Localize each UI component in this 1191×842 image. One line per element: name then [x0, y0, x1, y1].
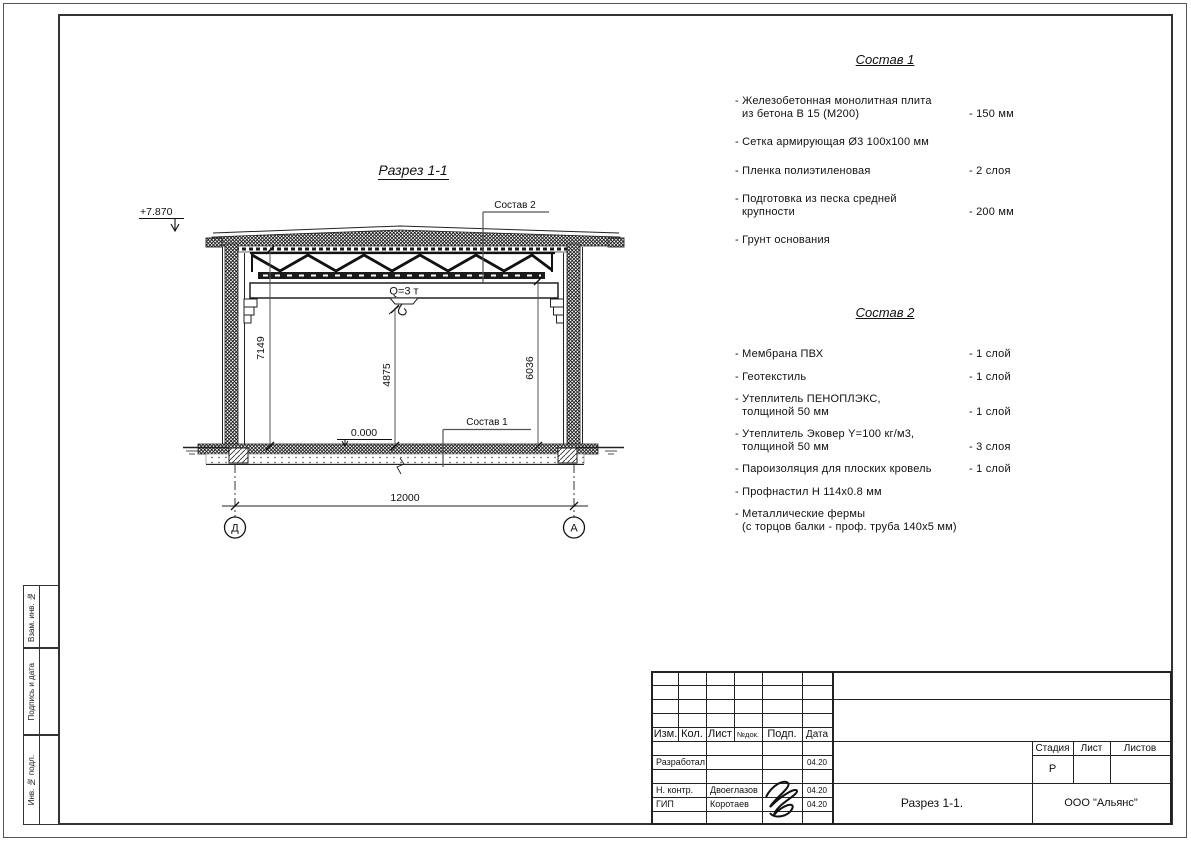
- item-text2: толщиной 50 мм: [742, 405, 830, 418]
- elevation-top-label: +7.870: [140, 206, 173, 218]
- vzam-label: Взам. инв. №: [27, 591, 36, 642]
- item-qty: - 1 слой: [969, 370, 1011, 383]
- wall-left: [225, 244, 238, 448]
- callout-sostav1-label: Состав 1: [466, 417, 508, 428]
- spec2-title: Состав 2: [855, 305, 915, 320]
- svg-text:Д: Д: [231, 522, 239, 535]
- roof-edge-left: [206, 238, 222, 247]
- margin-box-label: [24, 649, 40, 734]
- svg-text:7149: 7149: [255, 336, 267, 360]
- item-qty: - 3 слоя: [969, 440, 1011, 453]
- dim-height-right: [524, 277, 542, 450]
- item-text: - Мембрана ПВХ: [735, 348, 824, 360]
- item-text2: из бетона В 15 (М200): [742, 107, 860, 120]
- stamp-role: ГИП: [656, 799, 674, 809]
- callout-sostav2-label: Состав 2: [494, 200, 536, 211]
- item-qty: - 1 слой: [969, 405, 1011, 418]
- dim-height-center: [381, 305, 399, 450]
- item-qty: - 1 слой: [969, 463, 1011, 475]
- item-qty: - 200 мм: [969, 205, 1014, 218]
- stamp-role: Н. контр.: [656, 785, 694, 795]
- item-text: - Железобетонная монолитная плита: [735, 95, 932, 107]
- spec1-title: Состав 1: [855, 52, 915, 67]
- item-text2: толщиной 50 мм: [742, 440, 830, 453]
- item-qty: - 150 мм: [969, 107, 1014, 120]
- section-drawing: [100, 150, 660, 560]
- list-item: [735, 193, 1035, 218]
- svg-text:12000: 12000: [390, 492, 420, 504]
- svg-text:А: А: [570, 522, 578, 535]
- item-text: - Пленка полиэтиленовая: [735, 164, 871, 177]
- stamp-stage-value: Р: [1048, 763, 1057, 775]
- margin-box-inv: [23, 735, 59, 825]
- stamp-col-data: Дата: [805, 728, 829, 740]
- list-item: [735, 95, 1035, 120]
- list-item: [735, 486, 1035, 499]
- spec-list-sostav2: [735, 305, 1035, 543]
- item-text: - Утеплитель Эковер Y=100 кг/м3,: [735, 428, 915, 440]
- margin-box-label: [24, 736, 40, 824]
- stamp-company: ООО "Альянс": [1064, 797, 1138, 809]
- corbel-right: [551, 299, 564, 323]
- signature-icon: [762, 777, 802, 821]
- list-item: [735, 463, 1035, 476]
- item-text2: (с торцов балки - проф. труба 140х5 мм): [742, 520, 957, 533]
- crane-hook-icon: [398, 304, 406, 315]
- foundation-left: [229, 448, 248, 463]
- item-qty: - 1 слой: [969, 348, 1011, 360]
- item-text: - Пароизоляция для плоских кровель: [735, 463, 932, 475]
- crane-capacity-label: Q=3 т: [389, 285, 419, 298]
- view-title: Разрез 1-1: [378, 162, 448, 178]
- item-text: - Металлические фермы: [735, 508, 866, 520]
- roof-edge-right: [608, 238, 624, 247]
- stamp-role: Разработал: [656, 757, 705, 767]
- item-qty: - 2 слоя: [969, 164, 1011, 177]
- margin-box-label: [24, 586, 40, 647]
- spec-list-sostav1: [735, 52, 1035, 263]
- stamp-col-list: Лист: [708, 728, 732, 740]
- svg-text:4875: 4875: [381, 363, 393, 387]
- elevation-top-arrow-icon: [171, 219, 179, 231]
- stamp-stage-label: Стадия: [1035, 742, 1070, 754]
- margin-box-podpis: [23, 648, 59, 735]
- stamp-col-kol: Кол.: [681, 728, 703, 740]
- item-text: - Геотекстиль: [735, 370, 807, 383]
- truss-diagonals: [252, 255, 552, 271]
- stamp-col-ndok: №док.: [737, 729, 759, 739]
- item-text: - Сетка армирующая Ø3 100х100 мм: [735, 136, 930, 148]
- list-item: [735, 165, 1035, 178]
- stamp-name: Коротаев: [710, 799, 749, 809]
- list-item: [735, 428, 1035, 453]
- stamp-name: Двоеглазов: [710, 785, 758, 795]
- list-item: [735, 136, 1035, 149]
- list-item: [735, 348, 1035, 361]
- list-item: [735, 508, 1035, 533]
- svg-text:6036: 6036: [524, 356, 536, 380]
- stamp-sheets-label: Листов: [1123, 742, 1157, 754]
- margin-box-vzam: [23, 585, 59, 648]
- roof-slab: [212, 230, 620, 246]
- crane-trolley: [390, 298, 418, 304]
- stamp-sheet-label: Лист: [1080, 742, 1103, 754]
- title-block: [651, 671, 1172, 825]
- item-text: - Подготовка из песка средней: [735, 193, 897, 205]
- corbel-left: [244, 299, 257, 323]
- axis-marker-right: [564, 517, 585, 538]
- stamp-date: 04.20: [806, 799, 828, 809]
- stamp-date: 04.20: [806, 785, 828, 795]
- dim-span: [222, 464, 588, 517]
- stamp-col-izm: Изм.: [653, 728, 678, 740]
- stamp-doc-name: Разрез 1-1.: [900, 796, 964, 810]
- item-text: - Профнастил Н 114х0.8 мм: [735, 485, 882, 498]
- item-text: - Утеплитель ПЕНОПЛЭКС,: [735, 393, 881, 405]
- elevation-zero-label: 0.000: [350, 427, 378, 439]
- stamp-col-podp: Подп.: [767, 728, 797, 740]
- stamp-date: 04.20: [806, 757, 828, 767]
- list-item: [735, 393, 1035, 418]
- item-text2: крупности: [742, 205, 795, 218]
- list-item: [735, 371, 1035, 384]
- inv-label: Инв. № подл.: [27, 754, 36, 806]
- podpis-label: Подпись и дата: [27, 662, 36, 721]
- floor-sand-layer: [206, 454, 584, 464]
- foundation-right: [558, 448, 577, 463]
- item-text: - Грунт основания: [735, 234, 830, 246]
- list-item: [735, 234, 1035, 247]
- axis-marker-left: [225, 517, 246, 538]
- wall-right: [567, 244, 580, 448]
